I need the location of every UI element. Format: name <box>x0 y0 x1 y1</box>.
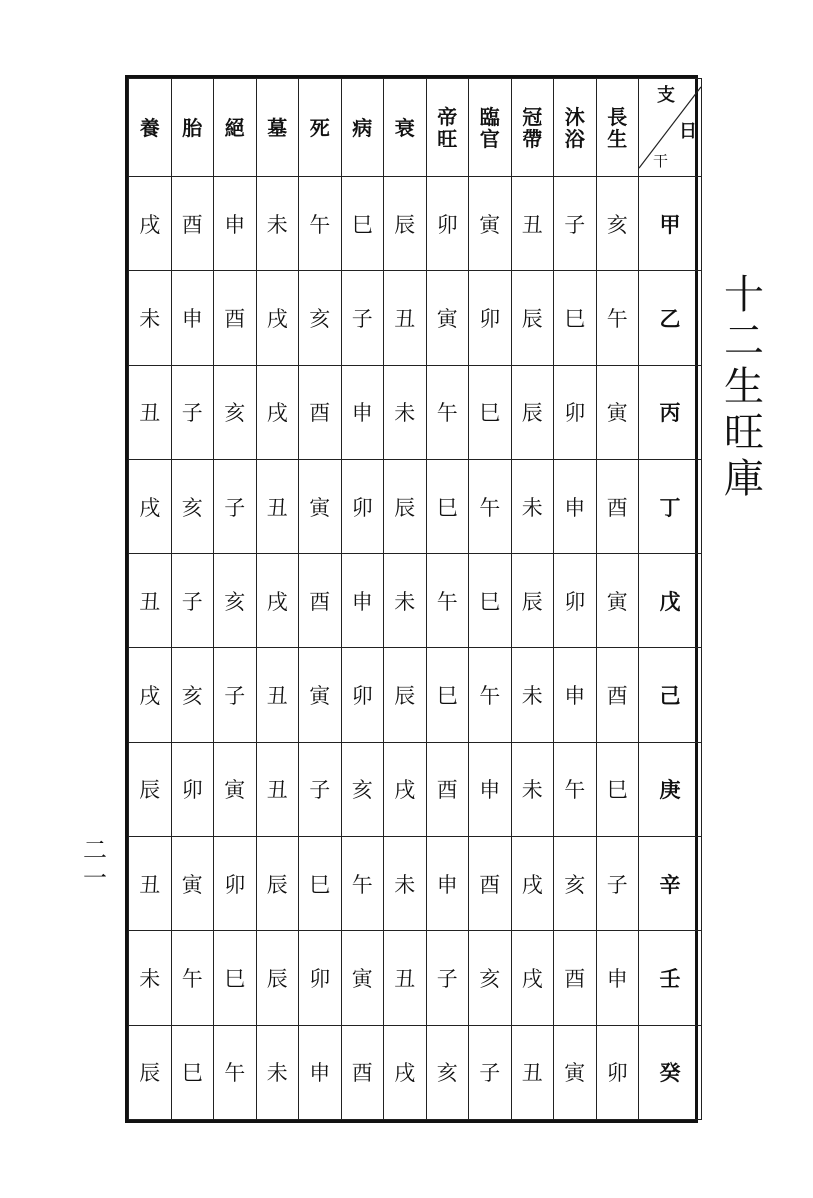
column-header <box>341 79 384 177</box>
branch-cell: 酉 <box>426 742 469 836</box>
branch-cell: 酉 <box>596 459 639 553</box>
column-header <box>469 79 512 177</box>
branch-cell: 子 <box>554 177 597 271</box>
branch-cell: 戌 <box>129 459 172 553</box>
branch-cell: 辰 <box>384 177 427 271</box>
branch-cell: 戌 <box>256 271 299 365</box>
page-title: 十二生旺庫 <box>724 272 764 502</box>
branch-cell: 卯 <box>554 365 597 459</box>
branch-cell: 寅 <box>171 837 214 931</box>
table-row <box>129 554 702 648</box>
branch-cell: 丑 <box>129 365 172 459</box>
branch-cell: 亥 <box>596 177 639 271</box>
column-header-label: 養 <box>139 115 160 140</box>
table-row <box>129 177 702 271</box>
column-header-label: 沐浴 <box>564 104 585 151</box>
branch-cell: 未 <box>511 648 554 742</box>
table-row <box>129 648 702 742</box>
branch-cell: 午 <box>214 1025 257 1119</box>
branch-cell: 卯 <box>469 271 512 365</box>
header-row <box>129 79 702 177</box>
branch-cell: 丑 <box>129 837 172 931</box>
branch-cell: 寅 <box>469 177 512 271</box>
stem-cell: 辛 <box>639 837 702 931</box>
branch-cell: 未 <box>256 177 299 271</box>
corner-label-ri: 日 <box>679 121 697 142</box>
branch-cell: 戌 <box>256 554 299 648</box>
branch-cell: 丑 <box>256 459 299 553</box>
stem-cell: 壬 <box>639 931 702 1025</box>
branch-cell: 卯 <box>426 177 469 271</box>
branch-cell: 申 <box>469 742 512 836</box>
branch-cell: 卯 <box>341 648 384 742</box>
branch-cell: 亥 <box>554 837 597 931</box>
branch-cell: 戌 <box>129 177 172 271</box>
branch-cell: 巳 <box>426 459 469 553</box>
branch-cell: 午 <box>299 177 342 271</box>
branch-cell: 亥 <box>469 931 512 1025</box>
branch-cell: 午 <box>554 742 597 836</box>
branch-cell: 未 <box>384 837 427 931</box>
stem-cell: 乙 <box>639 271 702 365</box>
branch-cell: 子 <box>469 1025 512 1119</box>
column-header-label: 帝旺 <box>437 104 458 151</box>
table-body <box>129 177 702 1120</box>
column-header-label: 墓 <box>267 115 288 140</box>
column-header <box>129 79 172 177</box>
branch-cell: 丑 <box>256 742 299 836</box>
branch-cell: 未 <box>511 742 554 836</box>
branch-cell: 申 <box>554 459 597 553</box>
branch-cell: 亥 <box>341 742 384 836</box>
branch-cell: 寅 <box>596 554 639 648</box>
branch-cell: 丑 <box>511 177 554 271</box>
branch-cell: 午 <box>469 459 512 553</box>
branch-cell: 巳 <box>469 365 512 459</box>
branch-cell: 未 <box>384 365 427 459</box>
branch-cell: 午 <box>426 554 469 648</box>
branch-cell: 寅 <box>596 365 639 459</box>
branch-cell: 巳 <box>469 554 512 648</box>
branch-cell: 巳 <box>341 177 384 271</box>
branch-cell: 戌 <box>256 365 299 459</box>
stem-cell: 庚 <box>639 742 702 836</box>
sheng-wang-table <box>125 75 698 1123</box>
branch-cell: 申 <box>596 931 639 1025</box>
branch-cell: 子 <box>214 459 257 553</box>
branch-cell: 亥 <box>171 648 214 742</box>
branch-cell: 寅 <box>299 648 342 742</box>
branch-cell: 卯 <box>299 931 342 1025</box>
branch-cell: 丑 <box>129 554 172 648</box>
branch-cell: 申 <box>171 271 214 365</box>
branch-cell: 申 <box>214 177 257 271</box>
stem-cell: 己 <box>639 648 702 742</box>
branch-cell: 巳 <box>299 837 342 931</box>
branch-cell: 午 <box>469 648 512 742</box>
branch-cell: 未 <box>129 271 172 365</box>
branch-cell: 午 <box>171 931 214 1025</box>
branch-cell: 未 <box>511 459 554 553</box>
branch-cell: 戌 <box>511 837 554 931</box>
branch-cell: 申 <box>299 1025 342 1119</box>
branch-cell: 辰 <box>129 1025 172 1119</box>
column-header-label: 絕 <box>224 115 245 140</box>
branch-cell: 申 <box>426 837 469 931</box>
table-row <box>129 365 702 459</box>
column-header <box>596 79 639 177</box>
branch-cell: 亥 <box>426 1025 469 1119</box>
branch-cell: 辰 <box>256 837 299 931</box>
branch-cell: 子 <box>171 554 214 648</box>
branch-cell: 戌 <box>384 742 427 836</box>
column-header-label: 冠帶 <box>522 104 543 151</box>
branch-cell: 丑 <box>384 931 427 1025</box>
branch-cell: 亥 <box>214 365 257 459</box>
branch-cell: 子 <box>596 837 639 931</box>
branch-cell: 午 <box>426 365 469 459</box>
branch-cell: 酉 <box>596 648 639 742</box>
branch-cell: 辰 <box>511 554 554 648</box>
stem-cell: 戊 <box>639 554 702 648</box>
branch-cell: 寅 <box>341 931 384 1025</box>
branch-cell: 辰 <box>384 648 427 742</box>
branch-cell: 酉 <box>469 837 512 931</box>
branch-cell: 寅 <box>554 1025 597 1119</box>
stem-cell: 癸 <box>639 1025 702 1119</box>
branch-cell: 午 <box>341 837 384 931</box>
column-header <box>299 79 342 177</box>
branch-cell: 酉 <box>299 554 342 648</box>
branch-cell: 卯 <box>341 459 384 553</box>
table-row <box>129 271 702 365</box>
column-header-label: 胎 <box>182 115 203 140</box>
branch-cell: 丑 <box>384 271 427 365</box>
column-header <box>214 79 257 177</box>
branch-cell: 巳 <box>426 648 469 742</box>
stem-cell: 甲 <box>639 177 702 271</box>
corner-label-gan: 干 <box>653 152 669 170</box>
branch-cell: 申 <box>341 365 384 459</box>
branch-cell: 未 <box>384 554 427 648</box>
column-header <box>554 79 597 177</box>
branch-cell: 寅 <box>214 742 257 836</box>
branch-cell: 寅 <box>426 271 469 365</box>
branch-cell: 辰 <box>384 459 427 553</box>
branch-cell: 亥 <box>171 459 214 553</box>
branch-cell: 酉 <box>554 931 597 1025</box>
branch-cell: 戌 <box>129 648 172 742</box>
column-header-label: 病 <box>352 115 373 140</box>
branch-cell: 亥 <box>299 271 342 365</box>
table-row <box>129 459 702 553</box>
branch-cell: 子 <box>426 931 469 1025</box>
branch-cell: 子 <box>299 742 342 836</box>
stem-cell: 丁 <box>639 459 702 553</box>
branch-cell: 巳 <box>214 931 257 1025</box>
branch-cell: 子 <box>341 271 384 365</box>
branch-cell: 寅 <box>299 459 342 553</box>
table-row <box>129 837 702 931</box>
branch-cell: 酉 <box>341 1025 384 1119</box>
corner-cell <box>639 79 702 177</box>
branch-cell: 戌 <box>384 1025 427 1119</box>
table-row <box>129 1025 702 1119</box>
column-header-label: 衰 <box>394 115 415 140</box>
branch-cell: 亥 <box>214 554 257 648</box>
branch-cell: 未 <box>129 931 172 1025</box>
branch-cell: 卯 <box>596 1025 639 1119</box>
page-number: 二一 <box>83 836 107 892</box>
branch-cell: 未 <box>256 1025 299 1119</box>
column-header <box>256 79 299 177</box>
column-header <box>426 79 469 177</box>
branch-cell: 卯 <box>171 742 214 836</box>
branch-cell: 辰 <box>256 931 299 1025</box>
branch-cell: 巳 <box>554 271 597 365</box>
branch-cell: 午 <box>596 271 639 365</box>
branch-cell: 子 <box>214 648 257 742</box>
branch-cell: 戌 <box>511 931 554 1025</box>
branch-cell: 申 <box>341 554 384 648</box>
branch-cell: 酉 <box>299 365 342 459</box>
branch-cell: 辰 <box>511 365 554 459</box>
column-header <box>511 79 554 177</box>
branch-cell: 酉 <box>171 177 214 271</box>
column-header-label: 臨官 <box>479 104 500 151</box>
branch-cell: 子 <box>171 365 214 459</box>
column-header-label: 長生 <box>607 104 628 151</box>
branch-cell: 申 <box>554 648 597 742</box>
branch-cell: 辰 <box>511 271 554 365</box>
column-header <box>384 79 427 177</box>
branch-cell: 巳 <box>596 742 639 836</box>
branch-cell: 丑 <box>511 1025 554 1119</box>
branch-cell: 丑 <box>256 648 299 742</box>
stem-cell: 丙 <box>639 365 702 459</box>
column-header-label: 死 <box>309 115 330 140</box>
branch-cell: 巳 <box>171 1025 214 1119</box>
table-row <box>129 742 702 836</box>
branch-cell: 卯 <box>554 554 597 648</box>
column-header <box>171 79 214 177</box>
corner-label-zhi: 支 <box>657 85 675 106</box>
branch-cell: 酉 <box>214 271 257 365</box>
branch-cell: 卯 <box>214 837 257 931</box>
table-row <box>129 931 702 1025</box>
branch-cell: 辰 <box>129 742 172 836</box>
